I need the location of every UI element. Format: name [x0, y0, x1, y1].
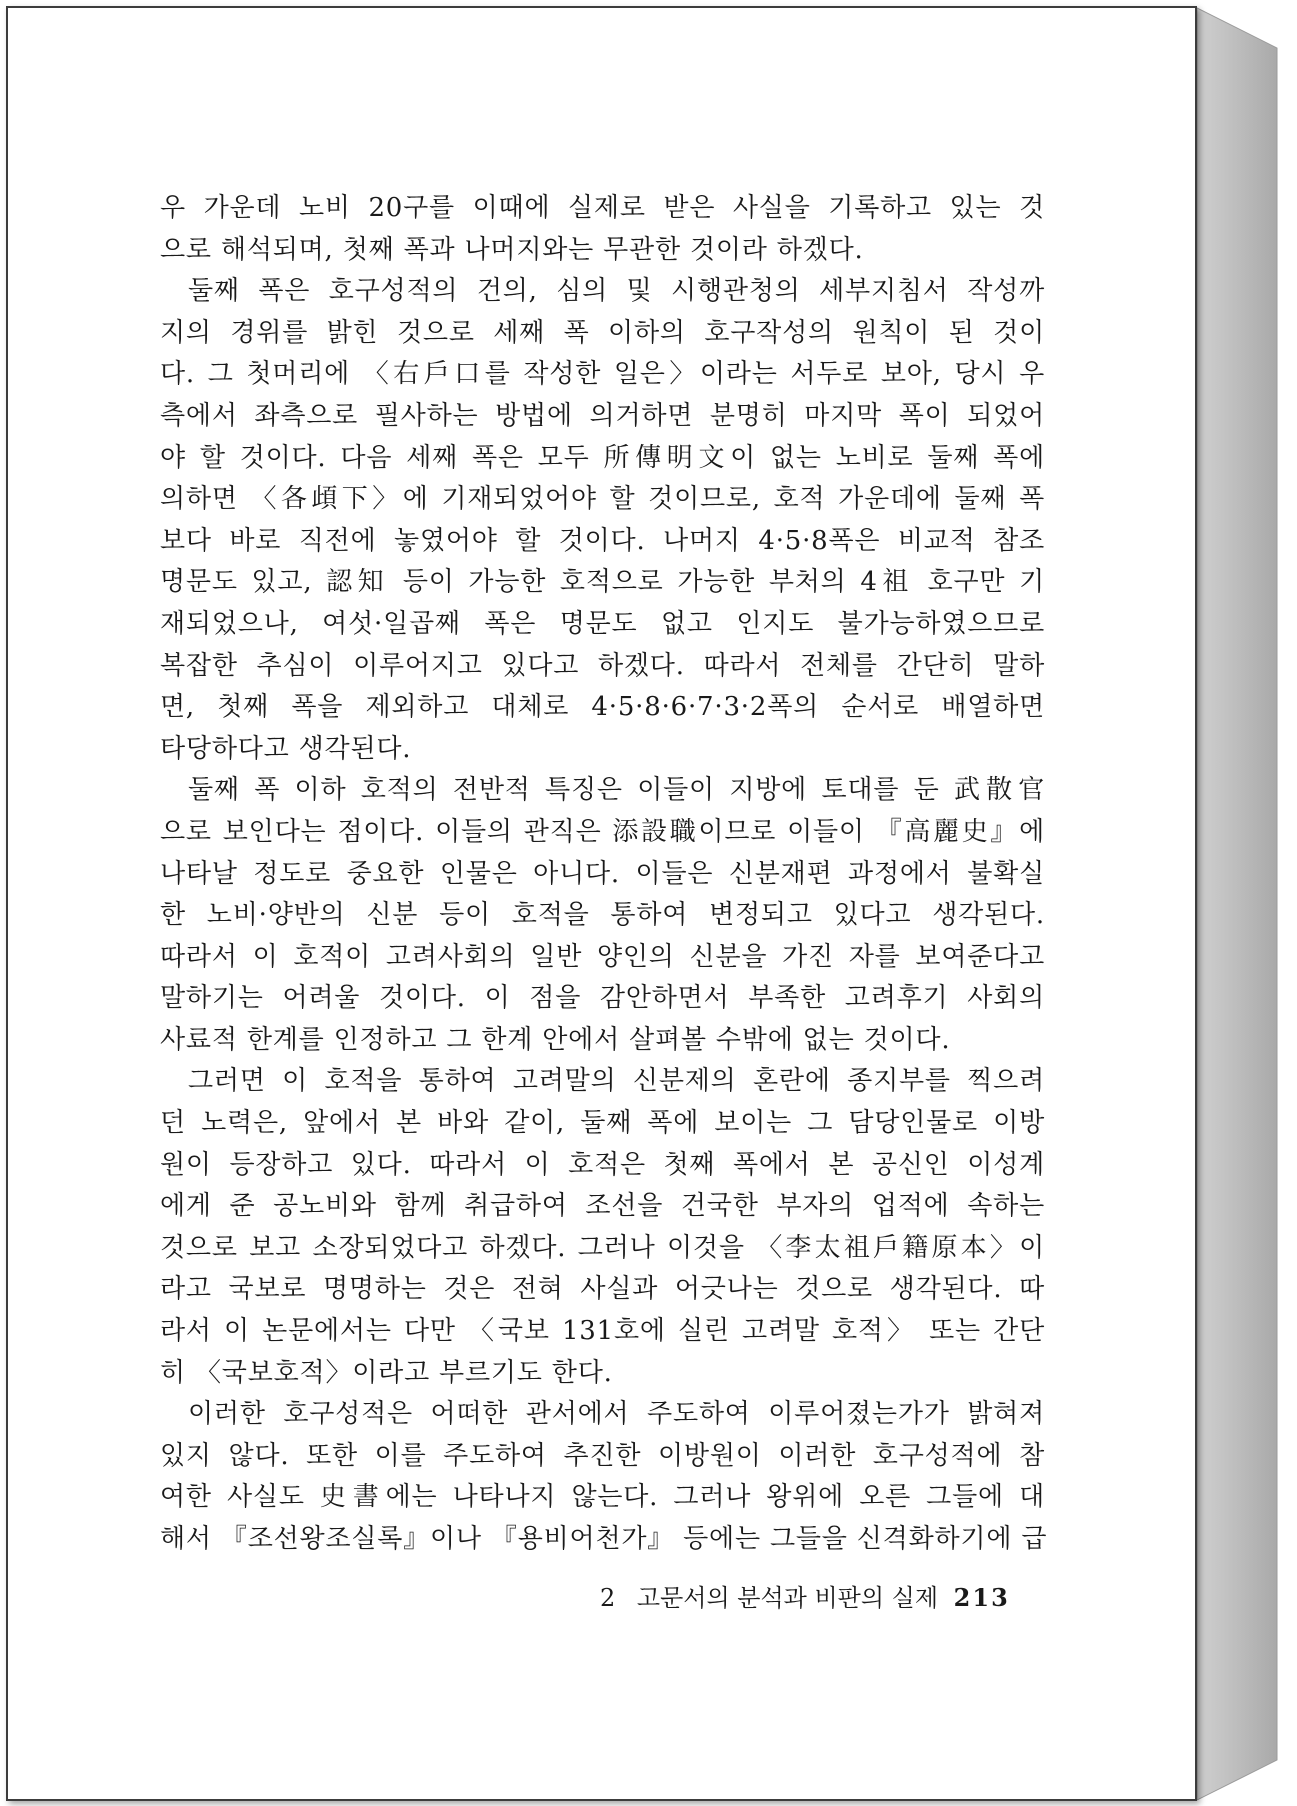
paragraph — [160, 770, 1045, 1061]
text-line: 보다 바로 직전에 놓였어야 할 것이다. 나머지 4·5·8폭은 비교적 참조 — [160, 525, 1045, 556]
text-line: 으로 해석되며, 첫째 폭과 나머지와는 무관한 것이라 하겠다. — [160, 234, 864, 265]
text-line: 여한 사실도 史書에는 나타나지 않는다. 그러나 왕위에 오른 그들에 대 — [160, 1482, 1045, 1513]
text-line: 측에서 좌측으로 필사하는 방법에 의거하면 분명히 마지막 폭이 되었어 — [160, 400, 1045, 431]
text-line: 있지 않다. 또한 이를 주도하여 추진한 이방원이 이러한 호구성적에 참 — [160, 1440, 1045, 1471]
text-line: 따라서 이 호적이 고려사회의 일반 양인의 신분을 가진 자를 보여준다고 — [160, 941, 1045, 972]
text-line: 으로 보인다는 점이다. 이들의 관직은 添設職이므로 이들이 『高麗史』에 — [160, 816, 1045, 847]
text-line: 한 노비·양반의 신분 등이 호적을 통하여 변정되고 있다고 생각된다. — [160, 900, 1045, 931]
paragraph — [160, 188, 1045, 271]
paragraph — [160, 1061, 1045, 1394]
text-line: 라서 이 논문에서는 다만 〈국보 131호에 실린 고려말 호적〉 또는 간단 — [160, 1316, 1045, 1347]
text-line: 그러면 이 호적을 통하여 고려말의 신분제의 혼란에 종지부를 찍으려 — [188, 1066, 1045, 1097]
footer-section-title: 고문서의 분석과 비판의 실제 — [636, 1584, 939, 1612]
text-line: 던 노력은, 앞에서 본 바와 같이, 둘째 폭에 보이는 그 담당인물로 이방 — [160, 1108, 1045, 1139]
body-text — [160, 188, 1048, 1561]
text-line: 해서 『조선왕조실록』이나 『용비어천가』 등에는 그들을 신격화하기에 급 — [160, 1524, 1048, 1554]
text-line: 이러한 호구성적은 어떠한 관서에서 주도하여 이루어졌는가가 밝혀져 — [188, 1399, 1045, 1430]
text-line: 말하기는 어려울 것이다. 이 점을 감안하면서 부족한 고려후기 사회의 — [160, 983, 1045, 1014]
running-footer — [600, 1578, 1060, 1613]
text-line: 면, 첫째 폭을 제외하고 대체로 4·5·8·6·7·3·2폭의 순서로 배열하면 — [160, 692, 1045, 723]
text-line: 둘째 폭 이하 호적의 전반적 특징은 이들이 지방에 토대를 둔 武散官 — [188, 775, 1045, 806]
text-line: 지의 경위를 밝힌 것으로 세째 폭 이하의 호구작성의 원칙이 된 것이 — [160, 317, 1045, 348]
text-line: 에게 준 공노비와 함께 취급하여 조선을 건국한 부자의 업적에 속하는 — [160, 1191, 1045, 1222]
paragraph — [160, 1394, 1048, 1560]
text-line: 의하면 〈各頉下〉에 기재되었어야 할 것이므로, 호적 가운데에 둘째 폭 — [160, 484, 1045, 515]
text-line: 라고 국보로 명명하는 것은 전혀 사실과 어긋나는 것으로 생각된다. 따 — [160, 1274, 1045, 1305]
text-line: 둘째 폭은 호구성적의 건의, 심의 및 시행관청의 세부지침서 작성까 — [188, 276, 1045, 307]
text-line: 우 가운데 노비 20구를 이때에 실제로 받은 사실을 기록하고 있는 것 — [160, 193, 1045, 223]
text-line: 야 할 것이다. 다음 세째 폭은 모두 所傳明文이 없는 노비로 둘째 폭에 — [160, 442, 1045, 473]
text-line: 나타날 정도로 중요한 인물은 아니다. 이들은 신분재편 과정에서 불확실 — [160, 858, 1045, 889]
text-line: 것으로 보고 소장되었다고 하겠다. 그러나 이것을 〈李太祖戶籍原本〉이 — [160, 1232, 1045, 1263]
text-line: 명문도 있고, 認知 등이 가능한 호적으로 가능한 부처의 4祖 호구만 기 — [160, 567, 1045, 598]
page-number: 213 — [953, 1583, 1010, 1612]
book-side-edge — [1197, 0, 1287, 1806]
text-line: 다. 그 첫머리에 〈右戶口를 작성한 일은〉이라는 서두로 보아, 당시 우 — [160, 359, 1045, 390]
paragraph — [160, 271, 1045, 770]
text-line: 히 〈국보호적〉이라고 부르기도 한다. — [160, 1357, 613, 1388]
text-line: 재되었으나, 여섯·일곱째 폭은 명문도 없고 인지도 불가능하였으므로 — [160, 608, 1045, 639]
text-line: 원이 등장하고 있다. 따라서 이 호적은 첫째 폭에서 본 공신인 이성계 — [160, 1149, 1045, 1180]
footer-part-number: 2 — [600, 1584, 616, 1612]
text-line: 복잡한 추심이 이루어지고 있다고 하겠다. 따라서 전체를 간단히 말하 — [160, 650, 1045, 681]
text-line: 타당하다고 생각된다. — [160, 733, 412, 764]
text-line: 사료적 한계를 인정하고 그 한계 안에서 살펴볼 수밖에 없는 것이다. — [160, 1024, 951, 1055]
